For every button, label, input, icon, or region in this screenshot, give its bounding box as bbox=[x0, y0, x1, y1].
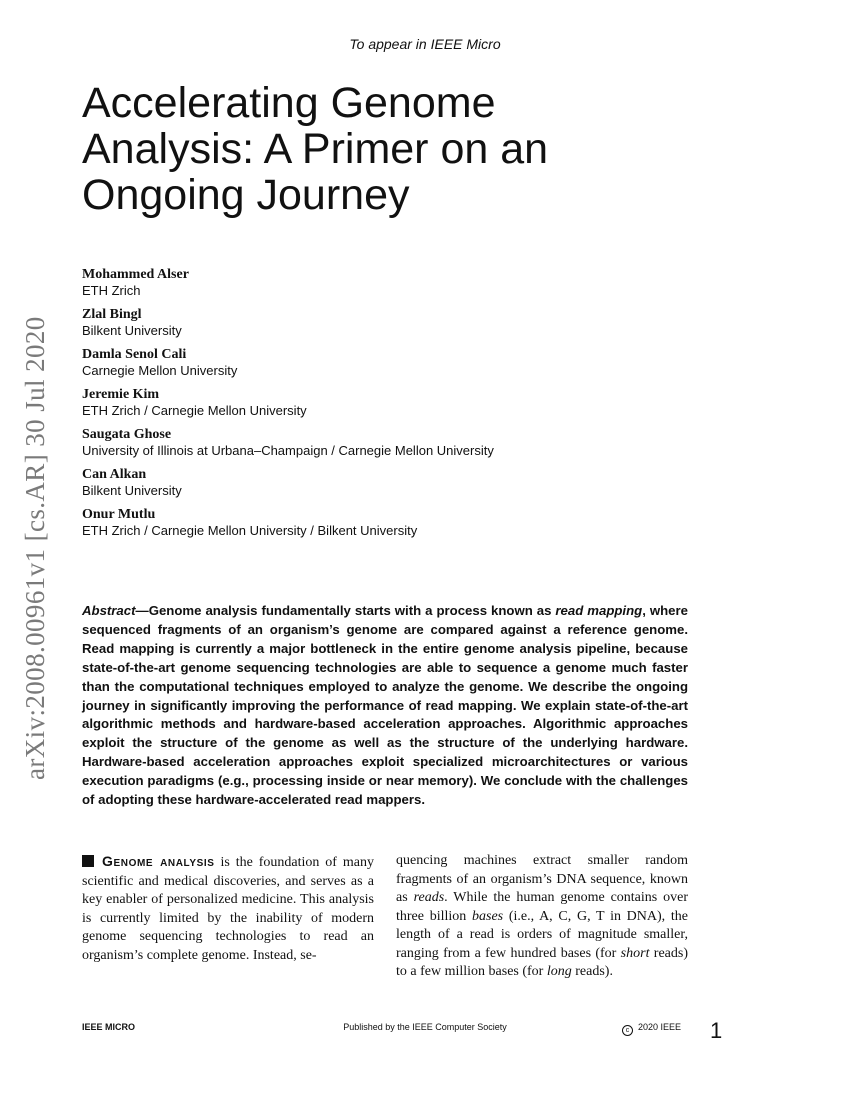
body-emphasis: long bbox=[546, 964, 572, 979]
author-name: Damla Senol Cali bbox=[82, 347, 187, 362]
author-name: Zlal Bingl bbox=[82, 307, 142, 322]
author-entry bbox=[82, 267, 682, 299]
body-text: reads) to a few million bases (for bbox=[396, 945, 688, 979]
author-affiliation: University of Illinois at Urbana–Champaign / Carnegie Mellon University bbox=[82, 443, 494, 458]
author-entry bbox=[82, 507, 682, 539]
author-entry bbox=[82, 467, 682, 499]
body-column-right bbox=[396, 852, 688, 982]
author-entry bbox=[82, 427, 682, 459]
abstract-label: Abstract bbox=[82, 603, 136, 618]
body-text: is the foundation of many scientific and medical discoveries, and serves as a key enabler of personalized medicine. This analysis is currently limited by the inability of modern genome sequencing technologies to read an organism’s complete genome. Instead, se- bbox=[82, 855, 374, 963]
author-name: Mohammed Alser bbox=[82, 267, 189, 282]
author-name: Can Alkan bbox=[82, 467, 147, 482]
author-entry bbox=[82, 387, 682, 419]
page-number: 1 bbox=[710, 1018, 723, 1043]
footer-publisher: Published by the IEEE Computer Society bbox=[343, 1022, 507, 1032]
copyright-icon: c bbox=[622, 1025, 633, 1036]
author-name: Jeremie Kim bbox=[82, 387, 160, 402]
paper-title: Accelerating Genome Analysis: A Primer on an Ongoing Journey bbox=[82, 79, 549, 219]
author-name: Onur Mutlu bbox=[82, 507, 156, 522]
author-entry bbox=[82, 307, 682, 339]
body-text: . While the human genome contains over three billion bbox=[396, 890, 688, 924]
author-affiliation: Carnegie Mellon University bbox=[82, 363, 238, 378]
body-emphasis: short bbox=[620, 945, 650, 961]
author-entry bbox=[82, 347, 682, 379]
abstract-text: —Genome analysis fundamentally starts with a process known as bbox=[135, 603, 556, 618]
lead-in: Genome analysis bbox=[102, 853, 215, 869]
section-marker-icon bbox=[82, 855, 94, 867]
author-affiliation: Bilkent University bbox=[82, 323, 182, 338]
abstract bbox=[82, 602, 688, 810]
footer-copyright bbox=[622, 1022, 681, 1036]
arxiv-stamp: arXiv:2008.00961v1 [cs.AR] 30 Jul 2020 bbox=[20, 316, 50, 780]
abstract-term: read mapping bbox=[555, 603, 643, 618]
abstract-text: , where sequenced fragments of an organism’s genome are compared against a reference genome. Read mapping is currently a major bottleneck in the entire genome analysis pipeline, because state-of-the-art genome sequencing technologies are able to sequence a genome much faster than the computational techniques employed to analyze the genome. We describe the ongoing journey in significantly improving the performance of read mapping. We explain state-of-the-art algorithmic methods and hardware-based acceleration approaches. Algorithmic approaches exploit the structure of the genome as well as the structure of the underlying hardware. Hardware-based acceleration approaches exploit specialized microarchitectures or various execution paradigms (e.g., processing inside or near memory). We conclude with the challenges of adopting these hardware-accelerated read mappers. bbox=[82, 603, 688, 808]
body-text: (i.e., A, C, G, T in DNA), the length of a read is orders of magnitude smaller, ranging from a few hundred bases (for bbox=[396, 908, 688, 961]
running-header: To appear in IEEE Micro bbox=[349, 36, 501, 52]
body-text: quencing machines extract smaller random fragments of an organism’s DNA sequence, known as bbox=[396, 853, 688, 905]
body-emphasis: reads bbox=[413, 890, 445, 905]
author-affiliation: ETH Zrich / Carnegie Mellon University / Bilkent University bbox=[82, 523, 418, 538]
author-affiliation: ETH Zrich / Carnegie Mellon University bbox=[82, 403, 307, 418]
body-column-left bbox=[82, 852, 374, 965]
copyright-text: 2020 IEEE bbox=[638, 1022, 682, 1032]
body-emphasis: bases bbox=[472, 908, 504, 924]
author-affiliation: Bilkent University bbox=[82, 483, 182, 498]
author-affiliation: ETH Zrich bbox=[82, 283, 141, 298]
author-list bbox=[82, 267, 682, 547]
author-name: Saugata Ghose bbox=[82, 427, 172, 442]
footer-journal: IEEE MICRO bbox=[82, 1022, 136, 1032]
body-text: reads). bbox=[571, 964, 613, 979]
